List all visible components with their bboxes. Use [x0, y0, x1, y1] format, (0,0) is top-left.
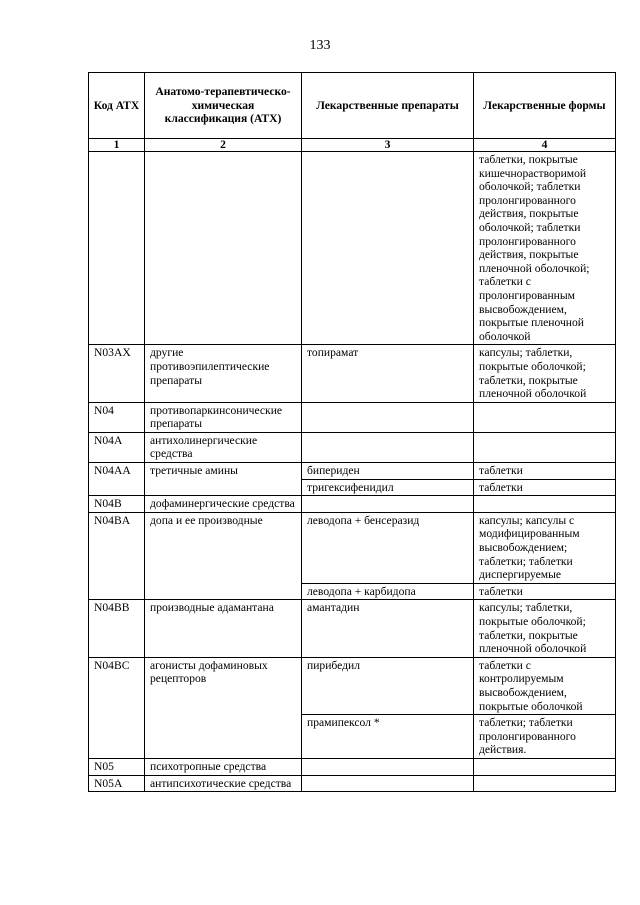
classification-cell: другие противоэпилептические препараты [145, 345, 302, 402]
classification-cell: допа и ее производные [145, 512, 302, 600]
column-number: 3 [302, 139, 474, 152]
atx-code-cell: N03AX [89, 345, 145, 402]
atx-code-cell: N04BA [89, 512, 145, 600]
header-drugs: Лекарственные препараты [302, 73, 474, 139]
forms-cell [474, 432, 616, 462]
table-row [89, 402, 616, 432]
classification-cell: антихолинергические средства [145, 432, 302, 462]
atx-code-cell: N05 [89, 758, 145, 775]
forms-cell: таблетки [474, 479, 616, 496]
atx-code-cell: N04BC [89, 657, 145, 758]
drug-cell: топирамат [302, 345, 474, 402]
table-row [89, 152, 616, 345]
atx-code-cell [89, 152, 145, 345]
atx-code-cell: N04B [89, 496, 145, 513]
forms-cell [474, 758, 616, 775]
page-number: 133 [309, 38, 331, 53]
table-header-row [89, 73, 616, 139]
table-row [89, 512, 616, 583]
classification-cell: третичные амины [145, 463, 302, 496]
drug-cell [302, 152, 474, 345]
table-row [89, 657, 616, 714]
table-row [89, 345, 616, 402]
drug-cell: прамипексол * [302, 715, 474, 759]
forms-cell: таблетки; таблетки пролонгированного действия. [474, 715, 616, 759]
drug-cell [302, 402, 474, 432]
atx-code-cell: N04 [89, 402, 145, 432]
drug-cell [302, 775, 474, 792]
drug-cell: леводопа + бенсеразид [302, 512, 474, 583]
header-classification: Анатомо-терапевтическо-химическая классификация (АТХ) [145, 73, 302, 139]
classification-cell: производные адамантана [145, 600, 302, 657]
table-row [89, 463, 616, 480]
header-code: Код АТХ [89, 73, 145, 139]
atx-code-cell: N04AA [89, 463, 145, 496]
classification-cell: антипсихотические средства [145, 775, 302, 792]
column-numbering-row [89, 139, 616, 152]
drug-cell: тригексифенидил [302, 479, 474, 496]
drug-cell: леводопа + карбидопа [302, 583, 474, 600]
atx-table [88, 72, 616, 792]
drug-cell [302, 758, 474, 775]
forms-cell: капсулы; капсулы с модифицированным высвобождением; таблетки; таблетки диспергируемые [474, 512, 616, 583]
forms-cell [474, 775, 616, 792]
table-row [89, 775, 616, 792]
drug-cell [302, 496, 474, 513]
forms-cell: капсулы; таблетки, покрытые оболочкой; таблетки, покрытые пленочной оболочкой [474, 345, 616, 402]
classification-cell [145, 152, 302, 345]
forms-cell: капсулы; таблетки, покрытые оболочкой; таблетки, покрытые пленочной оболочкой [474, 600, 616, 657]
classification-cell: психотропные средства [145, 758, 302, 775]
drug-cell: амантадин [302, 600, 474, 657]
drug-cell: бипериден [302, 463, 474, 480]
forms-cell: таблетки, покрытые кишечнорастворимой оболочкой; таблетки пролонгированного действия, покрытые оболочкой; таблетки пролонгированного действия, покрытые пленочной оболочкой; таблетки с пролонгированным высвобождением, покрытые пленочной оболочкой [474, 152, 616, 345]
drug-cell [302, 432, 474, 462]
header-forms: Лекарственные формы [474, 73, 616, 139]
table-row [89, 600, 616, 657]
column-number: 1 [89, 139, 145, 152]
atx-code-cell: N04A [89, 432, 145, 462]
table-row [89, 496, 616, 513]
column-number: 4 [474, 139, 616, 152]
classification-cell: дофаминергические средства [145, 496, 302, 513]
forms-cell: таблетки [474, 583, 616, 600]
forms-cell [474, 402, 616, 432]
classification-cell: противопаркинсонические препараты [145, 402, 302, 432]
drug-cell: пирибедил [302, 657, 474, 714]
forms-cell [474, 496, 616, 513]
forms-cell: таблетки [474, 463, 616, 480]
table-row [89, 432, 616, 462]
classification-cell: агонисты дофаминовых рецепторов [145, 657, 302, 758]
table-row [89, 758, 616, 775]
atx-code-cell: N05A [89, 775, 145, 792]
column-number: 2 [145, 139, 302, 152]
atx-code-cell: N04BB [89, 600, 145, 657]
forms-cell: таблетки с контролируемым высвобождением, покрытые оболочкой [474, 657, 616, 714]
